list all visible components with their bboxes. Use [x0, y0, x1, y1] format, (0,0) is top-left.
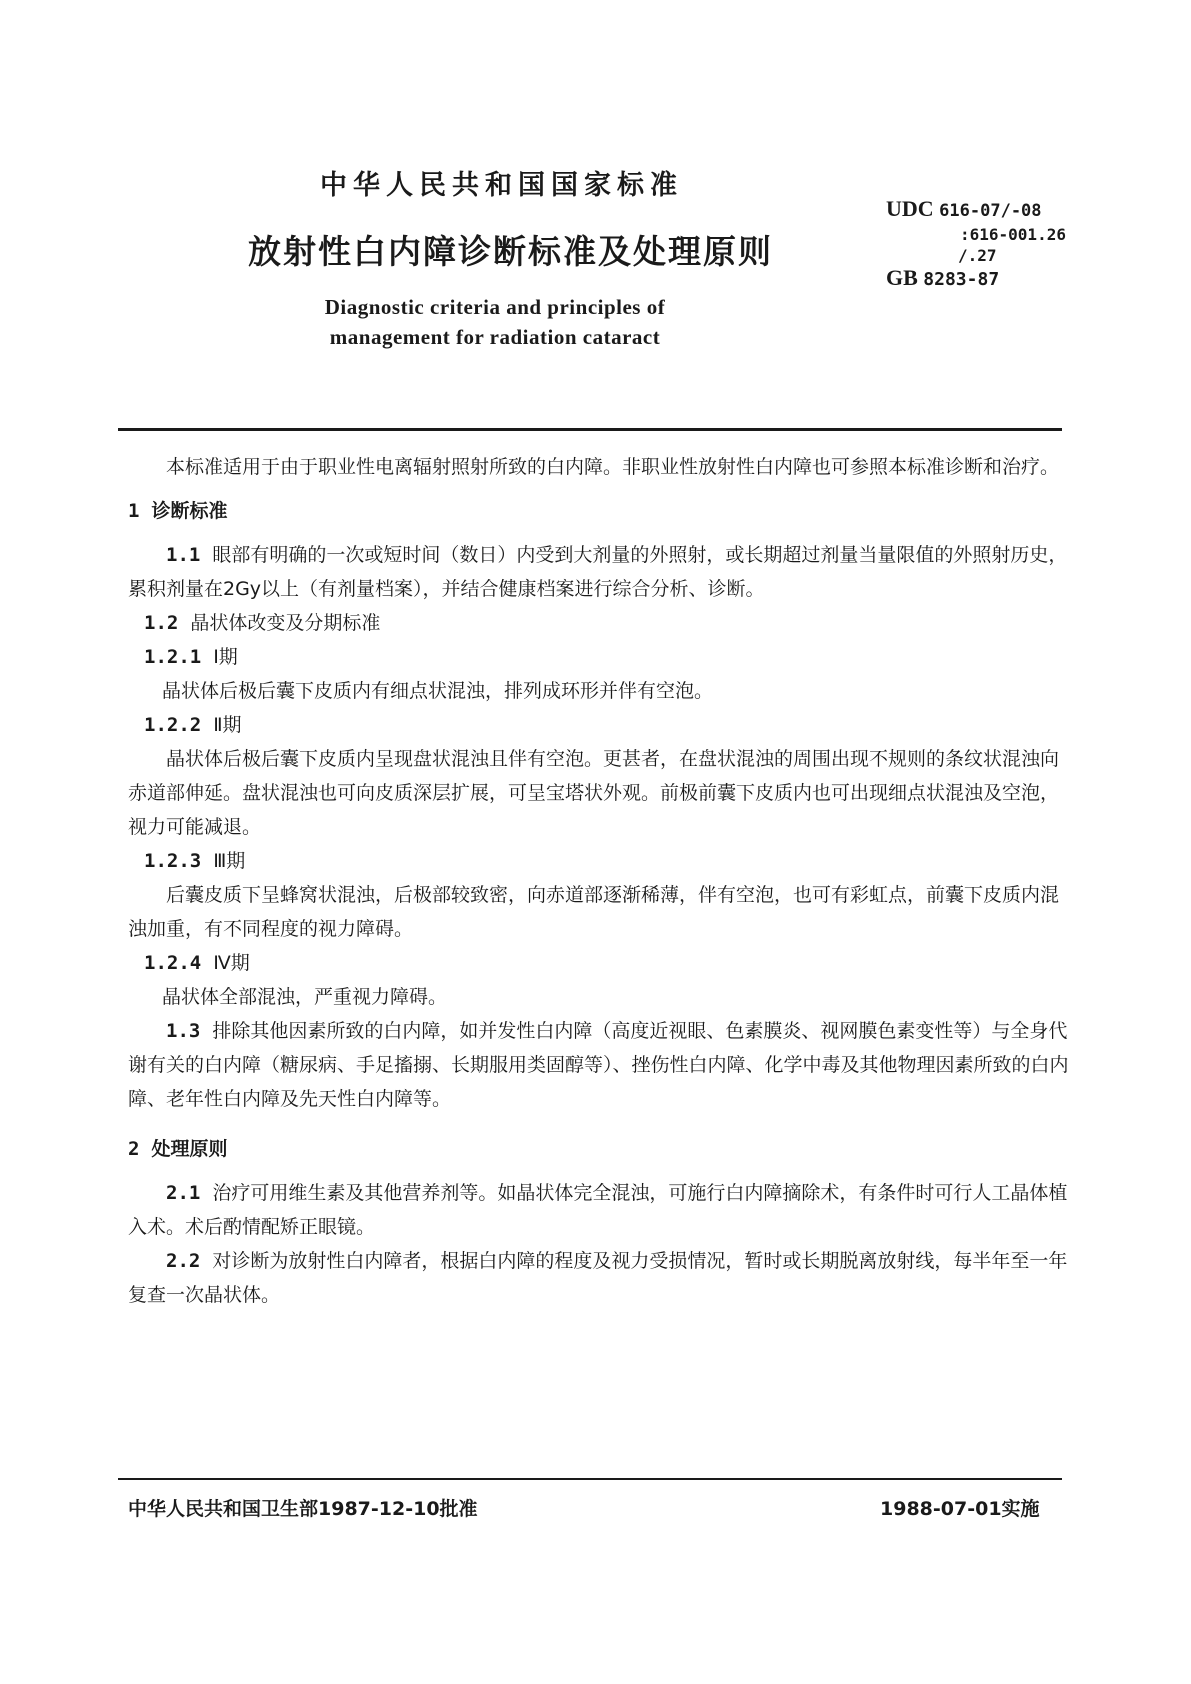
section-1-number: 1	[128, 500, 140, 522]
clause-2-1-text: 治疗可用维生素及其他营养剂等。如晶状体完全混浊，可施行白内障摘除术，有条件时可行人工晶体植入术。术后酌情配矫正眼镜。	[128, 1182, 1068, 1238]
clause-1-2-1-title: Ⅰ期	[213, 646, 238, 668]
section-2-title: 处理原则	[151, 1138, 228, 1160]
udc-line3: /.27	[958, 246, 997, 265]
header-divider	[118, 428, 1062, 431]
udc-line1: 616-07/-08	[939, 201, 1042, 221]
udc-code	[886, 196, 1042, 222]
clause-1-2	[128, 606, 1072, 640]
intro-paragraph: 本标准适用于由于职业性电离辐射照射所致的白内障。非职业性放射性白内障也可参照本标准诊断和治疗。	[166, 456, 1060, 478]
udc-label: UDC	[886, 196, 934, 221]
udc-line2: :616-001.26	[960, 225, 1066, 244]
clause-1-2-2-text: 晶状体后极后囊下皮质内呈现盘状混浊且伴有空泡。更甚者，在盘状混浊的周围出现不规则的条纹状混浊向赤道部伸延。盘状混浊也可向皮质深层扩展，可呈宝塔状外观。前极前囊下皮质内也可出现细点状混浊及空泡，视力可能减退。	[128, 748, 1060, 838]
document-title-cn: 放射性白内障诊断标准及处理原则	[248, 232, 773, 271]
section-1-title: 诊断标准	[151, 500, 228, 522]
clause-1-2-2-heading	[128, 708, 1072, 742]
clause-1-2-3-title: Ⅲ期	[213, 850, 246, 872]
section-2-number: 2	[128, 1138, 140, 1160]
clause-1-1	[128, 538, 1072, 606]
clause-2-1-number: 2.1	[166, 1182, 201, 1204]
clause-1-3-number: 1.3	[166, 1020, 201, 1042]
clause-1-2-2-title: Ⅱ期	[213, 714, 242, 736]
clause-1-2-4-text: 晶状体全部混浊，严重视力障碍。	[162, 986, 448, 1008]
clause-1-2-1-number: 1.2.1	[144, 646, 202, 668]
gb-number: 8283-87	[923, 269, 1000, 290]
clause-2-2-text: 对诊断为放射性白内障者，根据白内障的程度及视力受损情况，暂时或长期脱离放射线，每半年至一年复查一次晶状体。	[128, 1250, 1068, 1306]
clause-1-2-1-text: 晶状体后极后囊下皮质内有细点状混浊，排列成环形并伴有空泡。	[162, 680, 714, 702]
document-title-en	[260, 292, 730, 352]
clause-1-1-number: 1.1	[166, 544, 201, 566]
gb-code	[886, 265, 999, 291]
gb-label: GB	[886, 265, 918, 290]
footer-divider	[118, 1478, 1062, 1480]
document-body	[128, 450, 1072, 1312]
clause-1-2-2-number: 1.2.2	[144, 714, 202, 736]
section-1-heading	[128, 494, 1072, 528]
clause-1-2-title: 晶状体改变及分期标准	[190, 612, 381, 634]
effective-date: 1988-07-01实施	[880, 1498, 1040, 1520]
section-2-heading	[128, 1132, 1072, 1166]
title-en-line1: Diagnostic criteria and principles of	[324, 295, 666, 319]
clause-1-2-4-heading	[128, 946, 1072, 980]
approval-note: 中华人民共和国卫生部1987-12-10批准	[128, 1498, 478, 1520]
clause-1-1-text: 眼部有明确的一次或短时间（数日）内受到大剂量的外照射，或长期超过剂量当量限值的外照射历史，累积剂量在2Gy以上（有剂量档案），并结合健康档案进行综合分析、诊断。	[128, 544, 1068, 600]
clause-1-2-number: 1.2	[144, 612, 179, 634]
title-en-line2: management for radiation cataract	[329, 325, 661, 349]
clause-2-2	[128, 1244, 1072, 1312]
clause-2-2-number: 2.2	[166, 1250, 201, 1272]
clause-1-2-3-text: 后囊皮质下呈蜂窝状混浊，后极部较致密，向赤道部逐渐稀薄，伴有空泡，也可有彩虹点，前囊下皮质内混浊加重，有不同程度的视力障碍。	[128, 884, 1060, 940]
clause-1-3-text: 排除其他因素所致的白内障，如并发性白内障（高度近视眼、色素膜炎、视网膜色素变性等）与全身代谢有关的白内障（糖尿病、手足搐搦、长期服用类固醇等）、挫伤性白内障、化学中毒及其他物理因素所致的白内障、老年性白内障及先天性白内障等。	[128, 1020, 1069, 1110]
national-standard-heading: 中华人民共和国国家标准	[320, 170, 683, 201]
clause-1-2-1-heading	[128, 640, 1072, 674]
clause-1-2-4-number: 1.2.4	[144, 952, 202, 974]
clause-1-2-3-number: 1.2.3	[144, 850, 202, 872]
clause-2-1	[128, 1176, 1072, 1244]
clause-1-3	[128, 1014, 1072, 1116]
clause-1-2-4-title: Ⅳ期	[213, 952, 250, 974]
clause-1-2-3-heading	[128, 844, 1072, 878]
